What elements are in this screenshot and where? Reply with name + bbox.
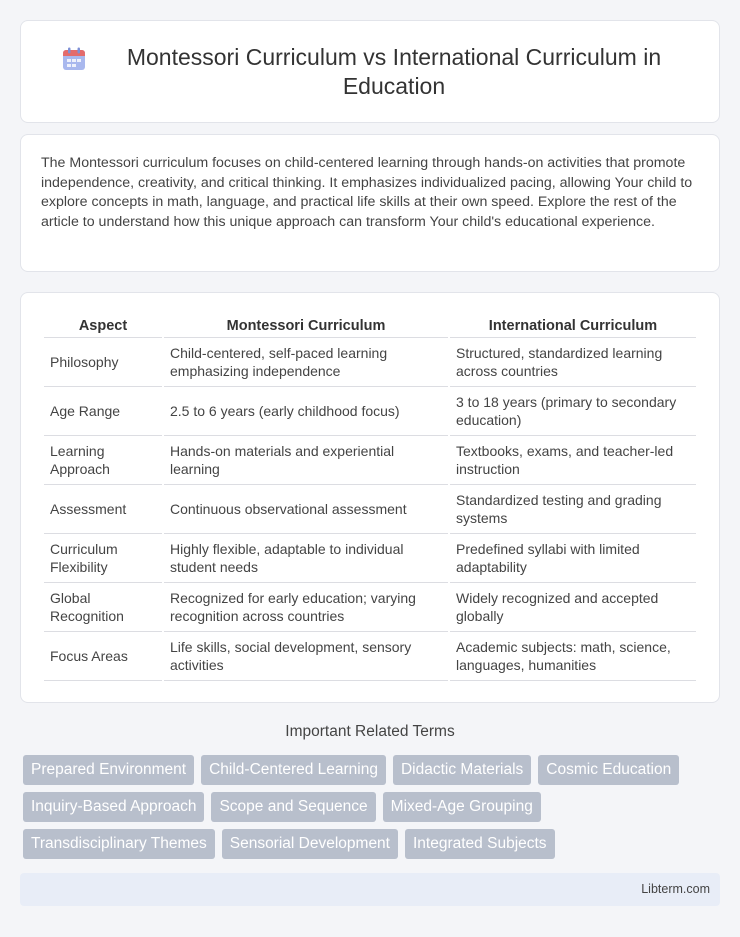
term-tag[interactable]: Prepared Environment (23, 755, 194, 785)
cell-montessori: Continuous observational assessment (164, 485, 448, 534)
footer-brand-link[interactable]: Libterm.com (641, 882, 710, 896)
table-row (44, 338, 696, 387)
cell-aspect: Age Range (44, 387, 162, 436)
cell-montessori: Highly flexible, adaptable to individual student needs (164, 534, 448, 583)
term-tag[interactable]: Inquiry-Based Approach (23, 792, 204, 822)
title-wrap (61, 43, 679, 101)
cell-international: Structured, standardized learning across countries (450, 338, 696, 387)
intro-paragraph: The Montessori curriculum focuses on child-centered learning through hands-on activities that promote independence, creativity, and critical thinking. It emphasizes individualized pacing, allowing Your child to explore concepts in math, language, and practical life skills at their own speed. Explore the rest of the article to understand how this unique approach can transform Your child's educational experience. (41, 155, 693, 231)
term-row (23, 755, 723, 785)
table-row (44, 534, 696, 583)
cell-aspect: Curriculum Flexibility (44, 534, 162, 583)
cell-montessori: Child-centered, self-paced learning emphasizing independence (164, 338, 448, 387)
page-title: Montessori Curriculum vs International Curriculum in Education (126, 43, 662, 99)
cell-international: Standardized testing and grading systems (450, 485, 696, 534)
cell-aspect: Global Recognition (44, 583, 162, 632)
cell-international: Widely recognized and accepted globally (450, 583, 696, 632)
term-tag[interactable]: Transdisciplinary Themes (23, 829, 215, 859)
table-row (44, 583, 696, 632)
cell-aspect: Assessment (44, 485, 162, 534)
intro-card (20, 134, 720, 272)
term-tag[interactable]: Scope and Sequence (211, 792, 375, 822)
footer-bar (20, 873, 720, 906)
term-tag[interactable]: Integrated Subjects (405, 829, 555, 859)
cell-international: 3 to 18 years (primary to secondary education) (450, 387, 696, 436)
term-row (23, 829, 723, 859)
comparison-table (42, 314, 698, 681)
calendar-icon (61, 46, 87, 72)
table-row (44, 485, 696, 534)
term-tag[interactable]: Child-Centered Learning (201, 755, 386, 785)
comparison-table-card (20, 292, 720, 703)
cell-international: Predefined syllabi with limited adaptability (450, 534, 696, 583)
term-tag[interactable]: Mixed-Age Grouping (383, 792, 541, 822)
cell-montessori: Life skills, social development, sensory activities (164, 632, 448, 681)
cell-aspect: Philosophy (44, 338, 162, 387)
header-aspect: Aspect (44, 314, 162, 338)
cell-aspect: Learning Approach (44, 436, 162, 485)
cell-international: Textbooks, exams, and teacher-led instruction (450, 436, 696, 485)
related-terms-title: Important Related Terms (285, 723, 455, 740)
term-tag[interactable]: Cosmic Education (538, 755, 679, 785)
term-tag[interactable]: Sensorial Development (222, 829, 398, 859)
header-international: International Curriculum (450, 314, 696, 338)
term-row (23, 792, 723, 822)
related-terms (23, 755, 723, 866)
table-row (44, 632, 696, 681)
table-row (44, 387, 696, 436)
cell-montessori: 2.5 to 6 years (early childhood focus) (164, 387, 448, 436)
cell-montessori: Recognized for early education; varying recognition across countries (164, 583, 448, 632)
cell-montessori: Hands-on materials and experiential learning (164, 436, 448, 485)
header-montessori: Montessori Curriculum (164, 314, 448, 338)
header-card (20, 20, 720, 123)
table-row (44, 436, 696, 485)
cell-aspect: Focus Areas (44, 632, 162, 681)
cell-international: Academic subjects: math, science, languages, humanities (450, 632, 696, 681)
table-header-row (44, 314, 696, 338)
term-tag[interactable]: Didactic Materials (393, 755, 531, 785)
